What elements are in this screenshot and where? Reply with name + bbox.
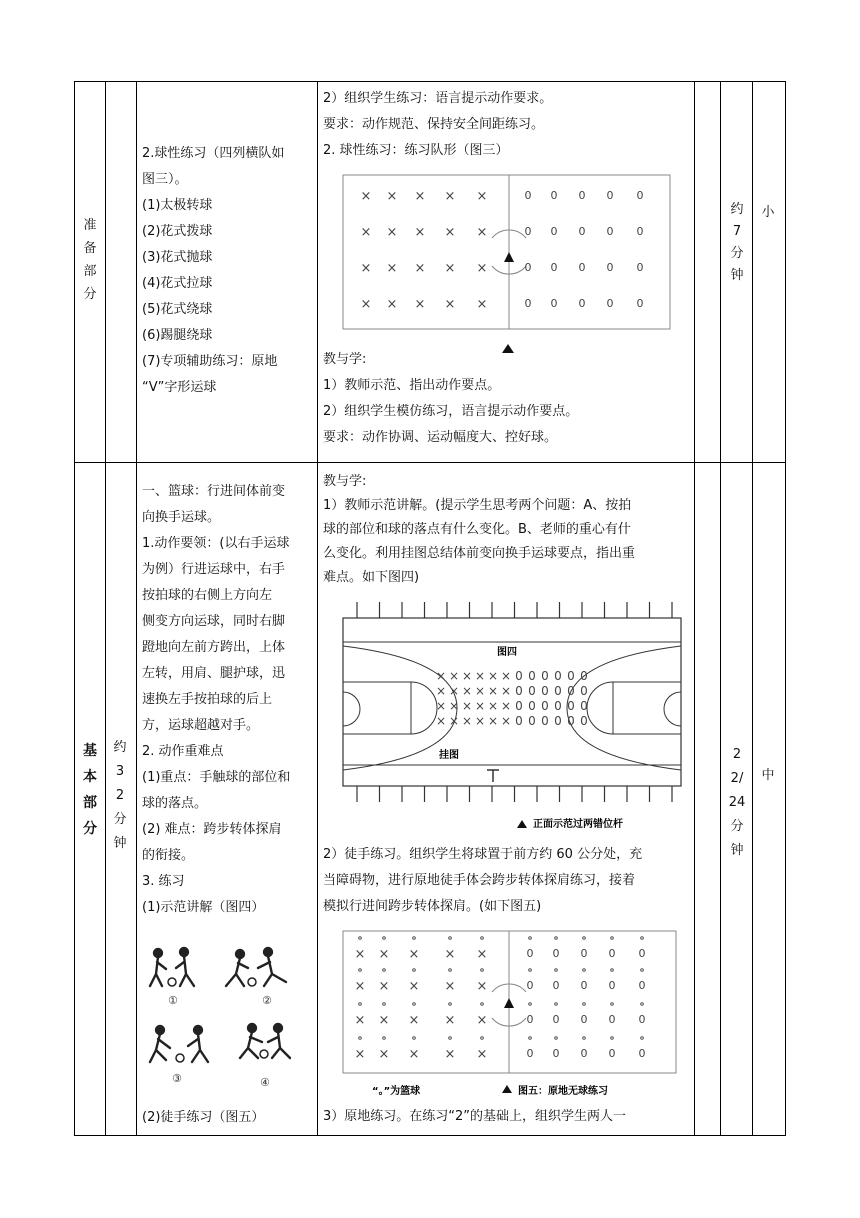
student-mark: × (487, 699, 499, 713)
student-mark: × (408, 1047, 420, 1062)
student-mark: × (408, 979, 420, 994)
ball-dot (641, 1037, 644, 1040)
student-mark: × (414, 189, 426, 204)
ball-mark: 0 (636, 261, 644, 274)
student-mark: × (500, 714, 512, 728)
text-line: 2）组织学生练习：语言提示动作要求。 (323, 91, 553, 106)
student-mark: × (360, 297, 372, 312)
ball-dot (611, 937, 614, 940)
ball-dot (449, 1003, 452, 1006)
text-line: 2）组织学生模仿练习，语言提示动作要点。 (323, 404, 579, 419)
text-line: 2. 动作重难点 (142, 744, 224, 759)
teacher-marker (502, 1085, 512, 1093)
student-mark: × (474, 669, 486, 683)
text-line: 难点。如下图四) (323, 570, 420, 585)
student-mark: × (476, 189, 488, 204)
text-line: 一、篮球：行进间体前变 (142, 484, 286, 499)
col-divider (752, 82, 753, 1135)
student-mark: × (386, 189, 398, 204)
text-line: (7)专项辅助练习：原地 (142, 354, 278, 369)
student-mark: × (386, 225, 398, 240)
student-mark: × (448, 669, 460, 683)
text-line: 方，运球超越对手。 (142, 718, 260, 733)
col-divider (317, 82, 318, 1135)
ball-dot (611, 1037, 614, 1040)
ball-dot (481, 1037, 484, 1040)
student-mark: × (444, 189, 456, 204)
ball-dot (413, 969, 416, 972)
student-mark: × (408, 947, 420, 962)
student-mark: × (354, 947, 366, 962)
student-mark: × (476, 979, 488, 994)
ball-mark: 0 (550, 261, 558, 274)
figure-5-caption: 图五：原地无球练习 (518, 1086, 608, 1097)
student-mark: × (487, 714, 499, 728)
text-line: 左转，用肩、腿护球，迅 (142, 666, 286, 681)
ball-mark: 0 (515, 714, 523, 728)
student-mark: × (435, 699, 447, 713)
ball-dot (359, 937, 362, 940)
basic-intensity: 中 (761, 768, 775, 783)
ball-mark: 0 (567, 714, 575, 728)
basic-drill (323, 842, 642, 920)
student-mark: × (354, 1047, 366, 1062)
text-line: 球的部位和球的落点有什么变化。B、老师的重心有什 (323, 522, 631, 537)
text-line: (2) 难点：跨步转体探肩 (142, 822, 282, 837)
ball-mark: 0 (567, 669, 575, 683)
ball-mark: 0 (567, 699, 575, 713)
ball-mark: 0 (578, 297, 586, 310)
text-line: 教与学: (323, 352, 367, 367)
ball-mark: 0 (580, 714, 588, 728)
ball-dot (383, 969, 386, 972)
ball-mark: 0 (578, 189, 586, 202)
ball-mark: 0 (636, 225, 644, 238)
student-mark: × (500, 669, 512, 683)
text-line: 3. 练习 (142, 874, 185, 889)
text-line: (5)花式绕球 (142, 302, 213, 317)
figure-number: ① (168, 994, 178, 1007)
col-divider (136, 82, 137, 1135)
ball-dot (481, 937, 484, 940)
section-basic-label: 基本部分 (83, 743, 97, 837)
ball-dot (641, 969, 644, 972)
ball-mark: 0 (638, 979, 646, 992)
prep-duration: 约7分钟 (730, 202, 744, 283)
ball-mark: 0 (552, 1047, 560, 1060)
text-line: (1)示范讲解（图四） (142, 900, 265, 915)
ball-mark: 0 (526, 979, 534, 992)
text-line: (1)重点：手触球的部位和 (142, 770, 291, 785)
ball-mark: 0 (528, 684, 536, 698)
ball-mark: 0 (552, 1013, 560, 1026)
figure-5-legend: “。”为篮球 (372, 1086, 421, 1097)
col-divider (105, 82, 106, 1135)
ball-dot (555, 969, 558, 972)
text-line: 要求：动作协调、运动幅度大、控好球。 (323, 430, 558, 445)
ball-mark: 0 (554, 684, 562, 698)
text-line: 向换手运球。 (142, 510, 221, 525)
student-mark: × (444, 1047, 456, 1062)
ball-dot (383, 1037, 386, 1040)
ball-mark: 0 (554, 699, 562, 713)
col-divider (720, 82, 721, 1135)
ball-mark: 0 (638, 1047, 646, 1060)
basic-duration: 约32分钟 (113, 740, 127, 851)
text-line: 当障碍物，进行原地徒手体会跨步转体探肩练习，接着 (323, 873, 636, 888)
student-mark: × (444, 225, 456, 240)
text-line: 1.动作要领：(以右手运球 (142, 536, 290, 551)
ball-mark: 0 (550, 225, 558, 238)
ball-dot (583, 937, 586, 940)
ball-mark: 0 (580, 1013, 588, 1026)
ball-dot (481, 1003, 484, 1006)
student-mark: × (378, 1047, 390, 1062)
ball-mark: 0 (552, 947, 560, 960)
prep-organization-top (323, 86, 552, 164)
text-line: 2. 球性练习：练习队形（图三） (323, 143, 509, 158)
ball-dot (641, 1003, 644, 1006)
text-line: (1)太极转球 (142, 198, 213, 213)
text-line: 么变化。利用挂图总结体前变向换手运球要点，指出重 (323, 546, 636, 561)
student-mark: × (448, 714, 460, 728)
text-line: (3)花式抛球 (142, 250, 213, 265)
teacher-marker (517, 820, 527, 828)
ball-dot (413, 1003, 416, 1006)
ball-dot (413, 1037, 416, 1040)
student-mark: × (448, 699, 460, 713)
ball-dot (555, 1003, 558, 1006)
text-line: 要求：动作规范、保持安全间距练习。 (323, 117, 545, 132)
basic-content-bottom: (2)徒手练习（图五） (142, 1110, 265, 1125)
text-line: 1）教师示范、指出动作要点。 (323, 378, 501, 393)
text-line: 教与学: (323, 474, 367, 489)
student-mark: × (360, 261, 372, 276)
student-mark: × (386, 261, 398, 276)
ball-dot (529, 969, 532, 972)
text-line: 为例）行进运球中，右手 (142, 562, 286, 577)
prep-intensity: 小 (761, 205, 775, 220)
ball-dot (481, 969, 484, 972)
student-mark: × (414, 261, 426, 276)
ball-dot (529, 937, 532, 940)
figure-3-court (342, 174, 672, 334)
ball-mark: 0 (638, 1013, 646, 1026)
ball-mark: 0 (578, 225, 586, 238)
col-divider (694, 82, 695, 1135)
student-mark: × (360, 225, 372, 240)
student-mark: × (444, 297, 456, 312)
student-mark: × (476, 297, 488, 312)
student-mark: × (500, 699, 512, 713)
student-mark: × (476, 225, 488, 240)
ball-dot (383, 1003, 386, 1006)
figure-5-court (342, 930, 682, 1098)
ball-mark: 0 (606, 225, 614, 238)
ball-mark: 0 (580, 684, 588, 698)
student-mark: × (461, 714, 473, 728)
figure-4-title: 图四 (497, 647, 517, 658)
ball-mark: 0 (524, 297, 532, 310)
text-line: “V”字形运球 (142, 380, 217, 395)
ball-mark: 0 (528, 699, 536, 713)
ball-dot (359, 969, 362, 972)
student-mark: × (474, 714, 486, 728)
ball-mark: 0 (524, 225, 532, 238)
text-line: 按拍球的右侧上方向左 (142, 588, 273, 603)
ball-dot (555, 937, 558, 940)
ball-mark: 0 (541, 714, 549, 728)
teacher-marker (504, 252, 514, 262)
basic-drill-bottom: 3）原地练习。在练习“2”的基础上，组织学生两人一 (323, 1109, 627, 1124)
student-mark: × (448, 684, 460, 698)
ball-mark: 0 (580, 947, 588, 960)
student-mark: × (354, 1013, 366, 1028)
student-mark: × (476, 261, 488, 276)
text-line: 蹬地向左前方跨出，上体 (142, 640, 286, 655)
text-line: 速换左手按拍球的后上 (142, 692, 273, 707)
ball-mark: 0 (608, 979, 616, 992)
student-mark: × (414, 225, 426, 240)
student-mark: × (435, 714, 447, 728)
ball-dot (449, 937, 452, 940)
ball-mark: 0 (541, 684, 549, 698)
ball-dot (529, 1037, 532, 1040)
ball-mark: 0 (580, 669, 588, 683)
student-mark: × (444, 979, 456, 994)
student-mark: × (354, 979, 366, 994)
student-mark: × (435, 684, 447, 698)
ball-dot (413, 937, 416, 940)
student-mark: × (378, 979, 390, 994)
text-line: 2）徒手练习。组织学生将球置于前方约 60 公分处，充 (323, 847, 643, 862)
student-mark: × (461, 699, 473, 713)
text-line: 1）教师示范讲解。(提示学生思考两个问题：A、按拍 (323, 498, 632, 513)
ball-dot (359, 1037, 362, 1040)
text-line: 2.球性练习（四列横队如 (142, 146, 285, 161)
student-mark: × (408, 1013, 420, 1028)
ball-mark: 0 (528, 714, 536, 728)
student-mark: × (474, 684, 486, 698)
student-mark: × (476, 1013, 488, 1028)
text-line: 侧变方向运球，同时右脚 (142, 614, 286, 629)
basic-duration-right: 22/24分钟 (728, 747, 746, 858)
ball-mark: 0 (567, 684, 575, 698)
ball-mark: 0 (526, 947, 534, 960)
ball-mark: 0 (608, 1047, 616, 1060)
ball-dot (583, 969, 586, 972)
text-line: (4)花式拉球 (142, 276, 213, 291)
student-mark: × (444, 1013, 456, 1028)
student-mark: × (360, 189, 372, 204)
student-mark: × (476, 1047, 488, 1062)
text-line: 图三）。 (142, 172, 188, 187)
section-prep-label: 准备部分 (83, 218, 97, 302)
ball-mark: 0 (578, 261, 586, 274)
ball-mark: 0 (550, 297, 558, 310)
student-mark: × (444, 947, 456, 962)
ball-mark: 0 (580, 699, 588, 713)
ball-dot (641, 937, 644, 940)
ball-mark: 0 (554, 669, 562, 683)
student-mark: × (487, 684, 499, 698)
ball-dot (583, 1037, 586, 1040)
student-mark: × (487, 669, 499, 683)
student-mark: × (476, 947, 488, 962)
row-divider (75, 462, 785, 463)
ball-mark: 0 (552, 979, 560, 992)
student-mark: × (474, 699, 486, 713)
student-mark: × (386, 297, 398, 312)
ball-mark: 0 (636, 189, 644, 202)
ball-mark: 0 (606, 297, 614, 310)
ball-mark: 0 (526, 1047, 534, 1060)
ball-mark: 0 (524, 261, 532, 274)
basic-content (142, 479, 290, 921)
figure-number: ③ (172, 1072, 182, 1085)
prep-teaching (323, 347, 578, 451)
text-line: 的衔接。 (142, 848, 195, 863)
student-mark: × (461, 684, 473, 698)
demonstration-figures (140, 944, 292, 1094)
ball-mark: 0 (606, 261, 614, 274)
basic-teaching (323, 470, 635, 590)
student-mark: × (461, 669, 473, 683)
ball-dot (583, 1003, 586, 1006)
ball-mark: 0 (524, 189, 532, 202)
ball-mark: 0 (515, 699, 523, 713)
ball-mark: 0 (608, 947, 616, 960)
text-line: 模拟行进间跨步转体探肩。(如下图五) (323, 899, 542, 914)
ball-mark: 0 (550, 189, 558, 202)
figure-number: ④ (260, 1076, 270, 1089)
text-line: (6)踢腿绕球 (142, 328, 213, 343)
ball-mark: 0 (515, 684, 523, 698)
ball-mark: 0 (608, 1013, 616, 1026)
ball-dot (611, 1003, 614, 1006)
student-mark: × (435, 669, 447, 683)
teacher-marker (504, 998, 514, 1008)
figure-number: ② (262, 994, 272, 1007)
student-mark: × (444, 261, 456, 276)
figure-4-hanging-chart (337, 600, 687, 830)
student-mark: × (500, 684, 512, 698)
ball-mark: 0 (638, 947, 646, 960)
ball-mark: 0 (580, 979, 588, 992)
text-line: 球的落点。 (142, 796, 208, 811)
student-mark: × (378, 1013, 390, 1028)
ball-mark: 0 (528, 669, 536, 683)
text-line: (2)花式拨球 (142, 224, 213, 239)
figure-4-board-label: 挂图 (439, 750, 459, 761)
ball-mark: 0 (554, 714, 562, 728)
ball-mark: 0 (606, 189, 614, 202)
ball-mark: 0 (526, 1013, 534, 1026)
ball-mark: 0 (636, 297, 644, 310)
student-mark: × (378, 947, 390, 962)
ball-dot (449, 1037, 452, 1040)
ball-dot (611, 969, 614, 972)
ball-mark: 0 (515, 669, 523, 683)
figure-4-caption: 正面示范过两错位杆 (533, 819, 623, 830)
ball-mark: 0 (541, 669, 549, 683)
ball-dot (529, 1003, 532, 1006)
prep-content (142, 141, 284, 401)
ball-dot (383, 937, 386, 940)
ball-dot (449, 969, 452, 972)
ball-mark: 0 (580, 1047, 588, 1060)
ball-dot (555, 1037, 558, 1040)
student-mark: × (414, 297, 426, 312)
ball-mark: 0 (541, 699, 549, 713)
ball-dot (359, 1003, 362, 1006)
